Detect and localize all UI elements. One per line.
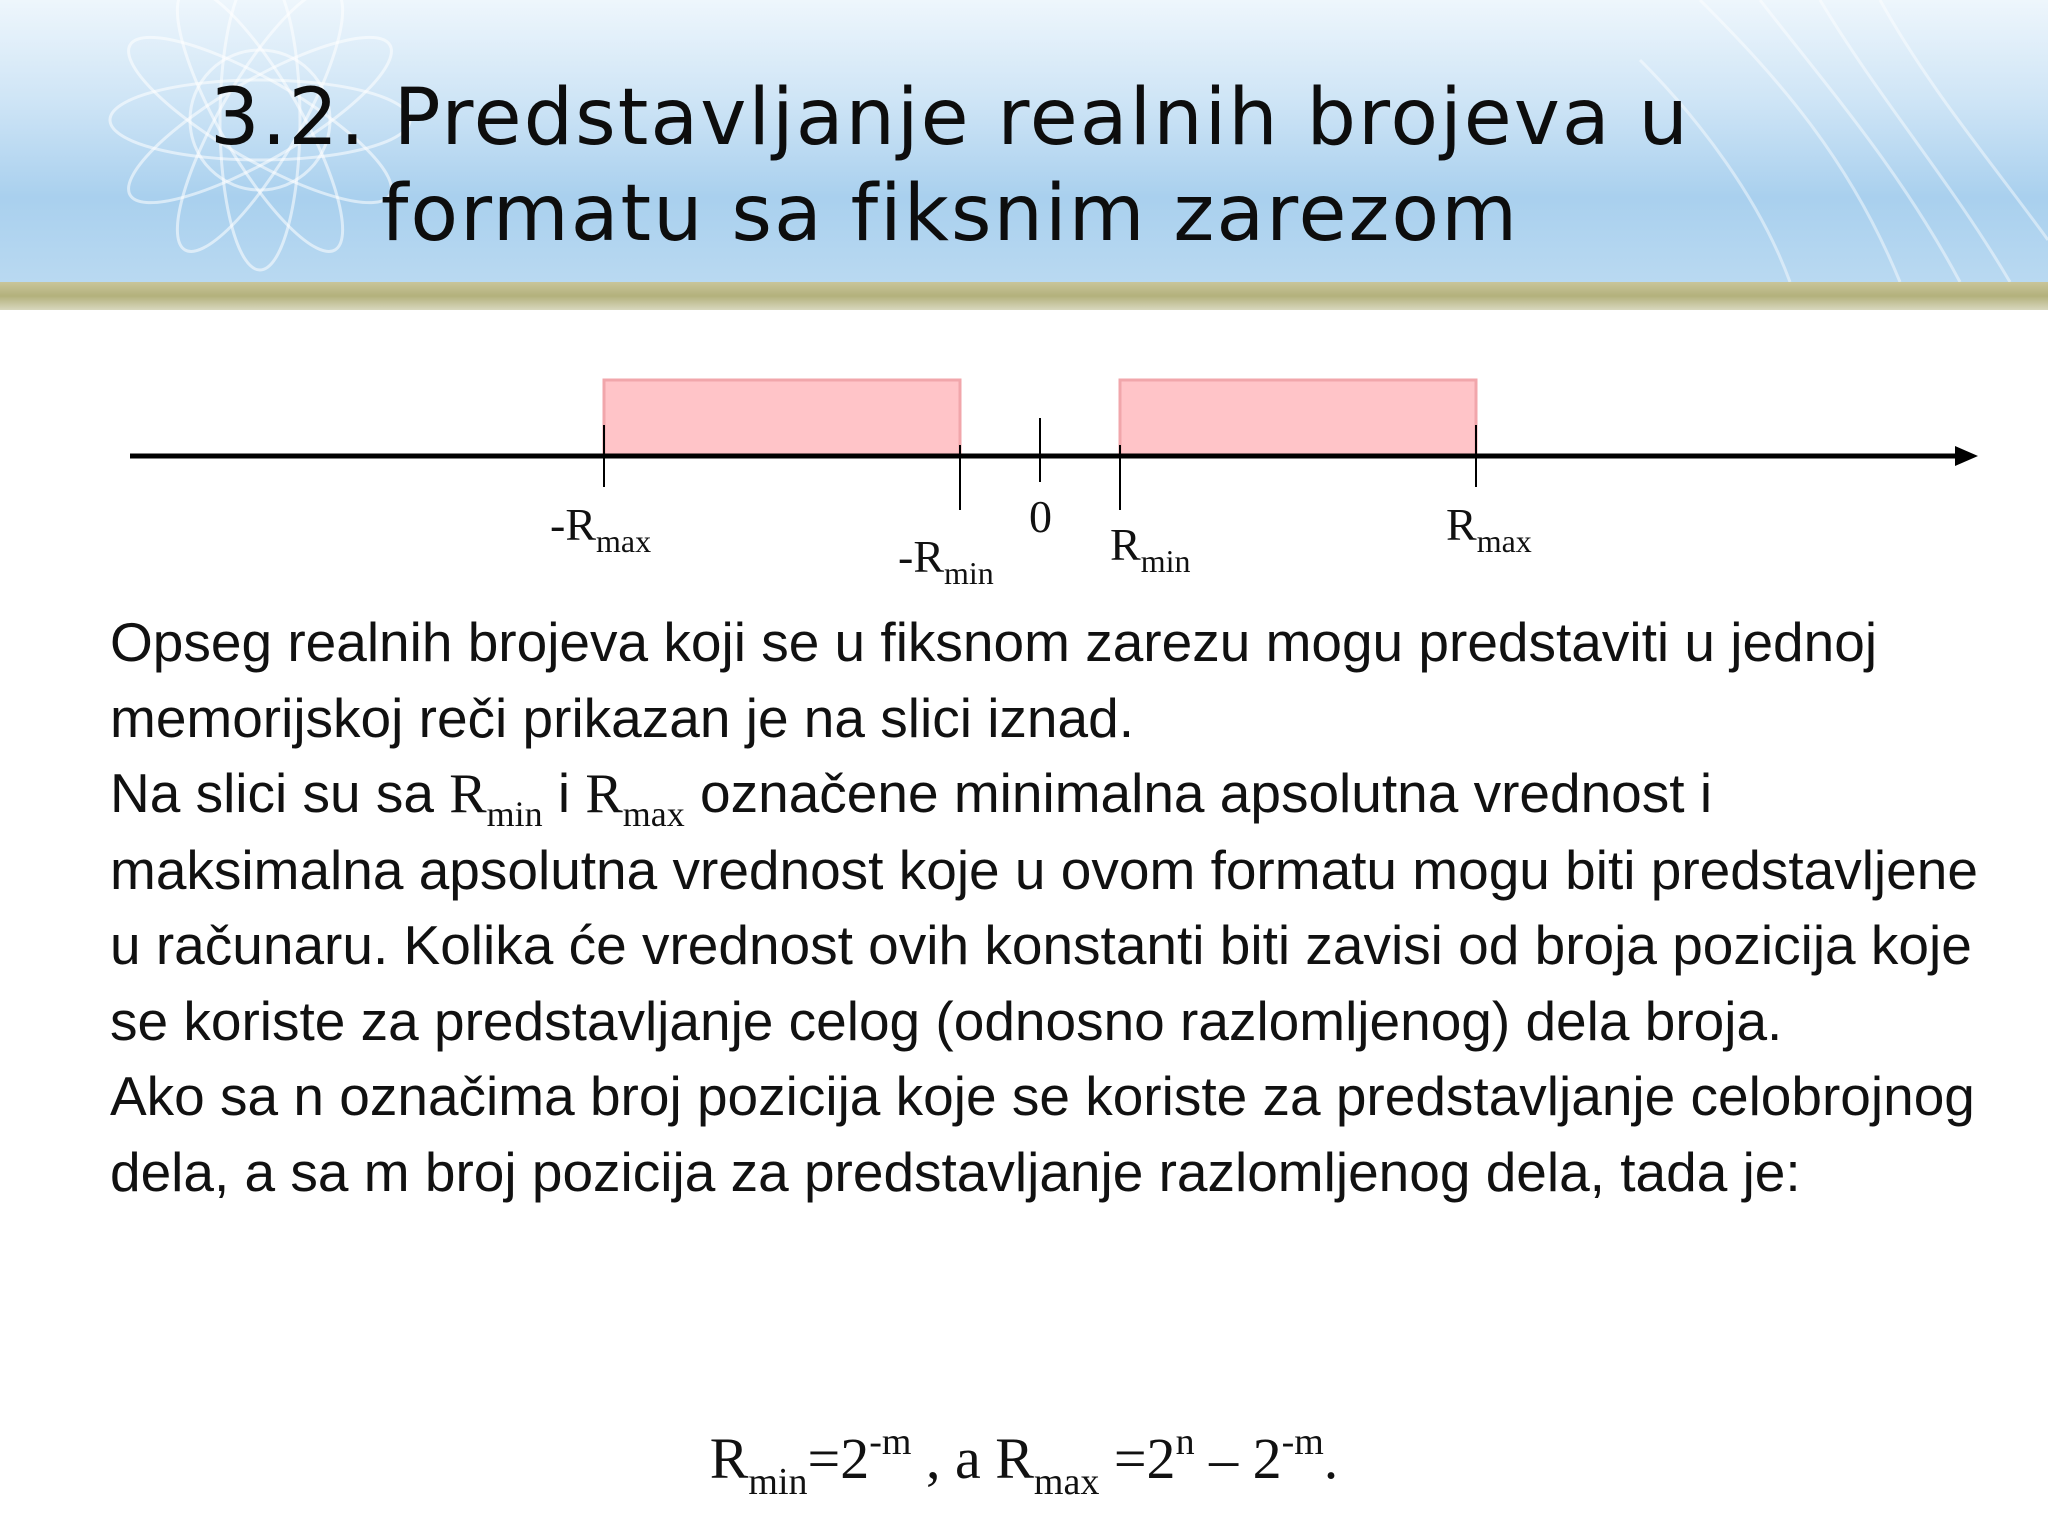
slide-title-line1: 3.2. Predstavljanje realnih brojeva u [210,73,1690,163]
number-line-diagram [0,360,2048,610]
slide-title-line2: formatu sa fiksnim zarezom [380,169,1520,259]
rmax-symbol: $R_{max}$ [585,763,685,834]
positive-range-box [1120,380,1476,455]
negative-range-box [604,380,960,455]
rmin-symbol: $R_{min}$ [449,763,543,834]
label-zero: 0 [1029,491,1052,542]
label-neg-rmin: $-R_{min}$ [898,531,994,591]
header-divider-band [0,282,2048,310]
label-rmax: $R_{max}$ [1446,499,1532,559]
slide-header [0,0,2048,282]
slide-title [150,70,1750,262]
label-neg-rmax: $-R_{max}$ [550,499,652,559]
slide-body [110,605,1990,1210]
paragraph-2: Na slici su sa $R_{min}$ i $R_{max}$ označene minimalna apsolutna vrednost i maksimalna apsolutna vrednost koje u ovom formatu mogu biti predstavljene u računaru. Kolika će vrednost ovih konstanti biti zavisi od broja pozicija koje se koriste za predstavljanje celog (odnosno razlomljenog) dela broja. [110,762,1978,1052]
label-rmin: $R_{min}$ [1110,519,1191,579]
axis-arrow-icon [1955,446,1978,466]
range-formula: $R_{min}=2^{-m}$ , a $R_{max} =2^n - 2^{-m}$. [709,1421,1339,1503]
paragraph-3: Ako sa n označima broj pozicija koje se koriste za predstavljanje celobrojnog dela, a sa m broj pozicija za predstavljanje razlomljenog dela, tada je: [110,1065,1975,1203]
paragraph-1: Opseg realnih brojeva koji se u fiksnom zarezu mogu predstaviti u jednoj memorijskoj reči prikazan je na slici iznad. [110,611,1878,749]
